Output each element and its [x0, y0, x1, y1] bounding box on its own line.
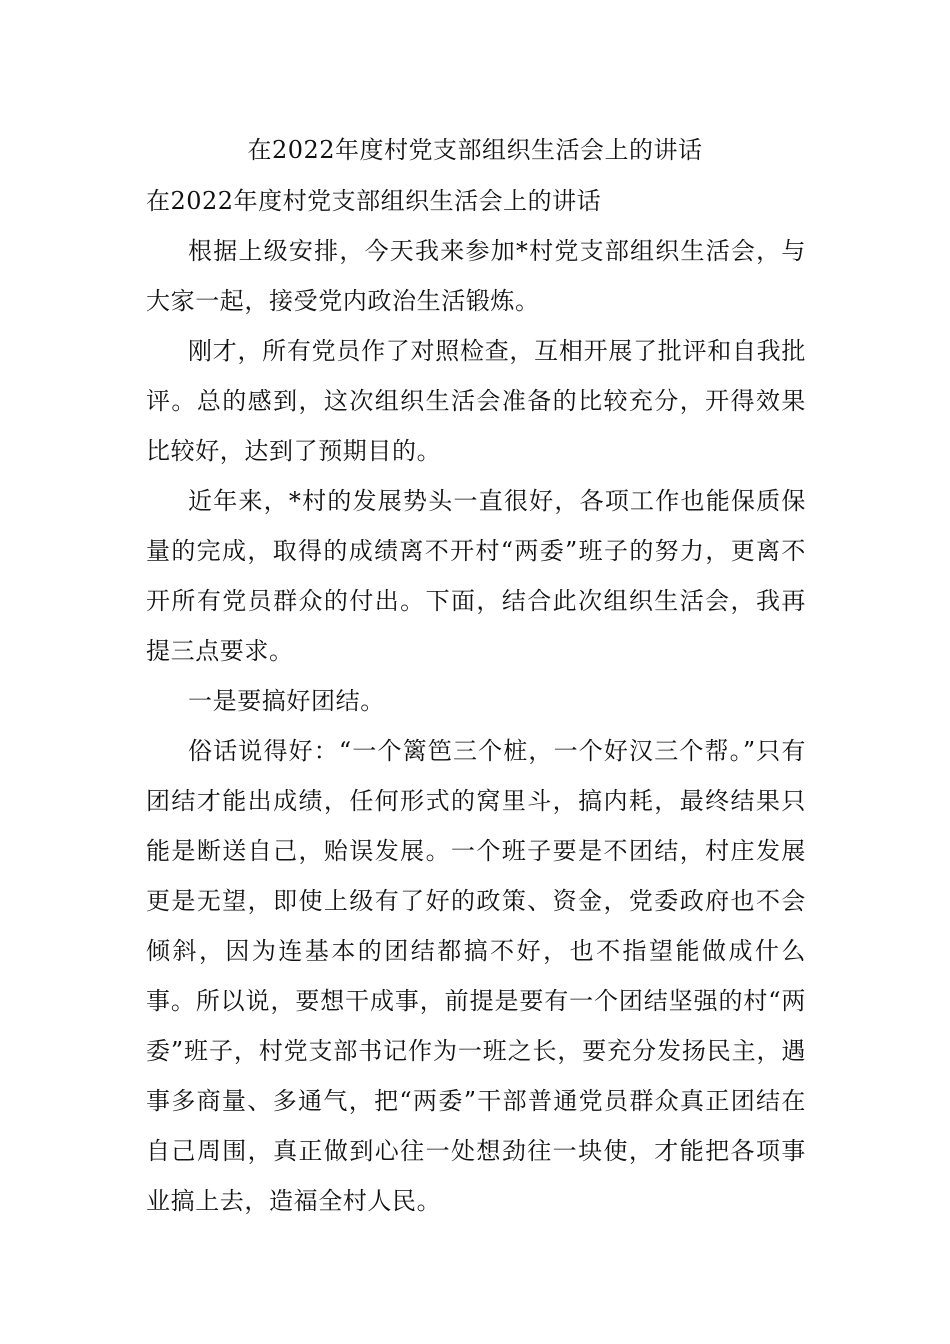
document-body	[146, 184, 806, 1226]
paragraph: 近年来，*村的发展势头一直很好，各项工作也能保质保量的完成，取得的成绩离不开村“两委”班子的努力，更离不开所有党员群众的付出。下面，结合此次组织生活会，我再提三点要求。	[146, 487, 806, 665]
paragraph: 俗话说得好：“一个篱笆三个桩，一个好汉三个帮。”只有团结才能出成绩，任何形式的窝里斗，搞内耗，最终结果只能是断送自己，贻误发展。一个班子要是不团结，村庄发展更是无望，即使上级有了好的政策、资金，党委政府也不会倾斜，因为连基本的团结都搞不好，也不指望能做成什么事。所以说，要想干成事，前提是要有一个团结坚强的村“两委”班子，村党支部书记作为一班之长，要充分发扬民主，遇事多商量、多通气，把“两委”干部普通党员群众真正团结在自己周围，真正做到心往一处想劲往一块使，才能把各项事业搞上去，造福全村人民。	[146, 737, 806, 1215]
paragraph: 刚才，所有党员作了对照检查，互相开展了批评和自我批评。总的感到，这次组织生活会准备的比较充分，开得效果比较好，达到了预期目的。	[146, 337, 806, 465]
document-subtitle: 在2022年度村党支部组织生活会上的讲话	[146, 187, 602, 215]
section-heading: 一是要搞好团结。	[188, 687, 385, 715]
paragraph: 根据上级安排，今天我来参加*村党支部组织生活会，与大家一起，接受党内政治生活锻炼。	[146, 237, 806, 315]
document-title: 在2022年度村党支部组织生活会上的讲话	[247, 136, 703, 164]
